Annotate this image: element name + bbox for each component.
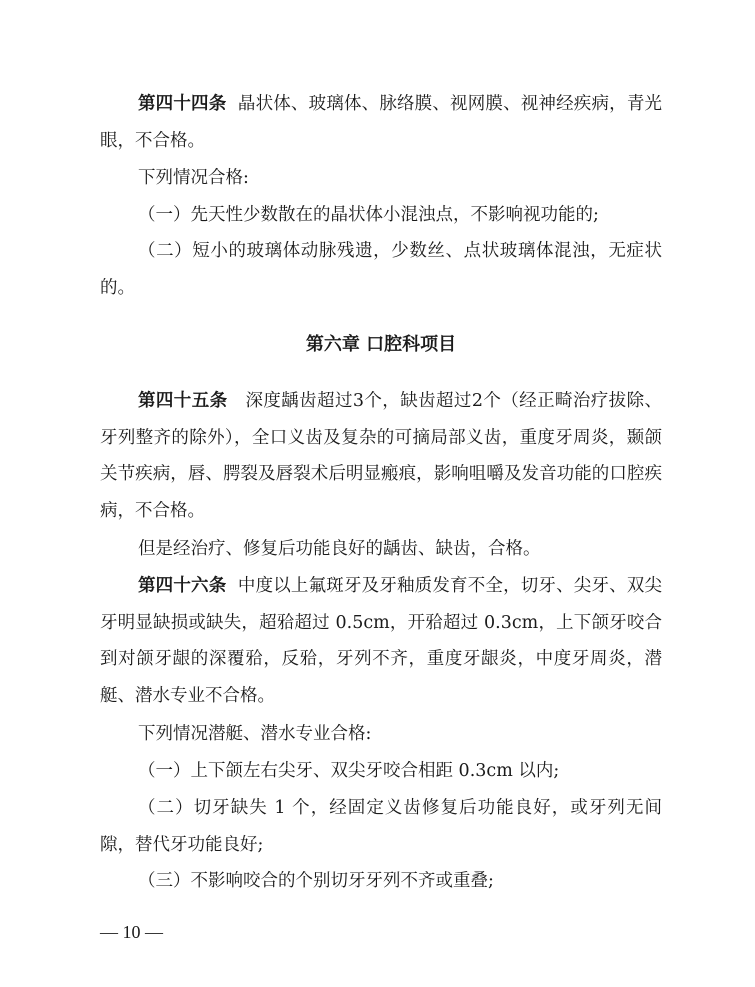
chapter-6-title: 第六章 口腔科项目: [305, 334, 457, 355]
article-45-exception: 但是经治疗、修复后功能良好的龋齿、缺齿，合格。: [138, 539, 541, 559]
article-44-text: 晶状体、玻璃体、脉络膜、视网膜、视神经疾病，青光眼，不合格。: [100, 94, 662, 151]
article-44-item-2: （二）短小的玻璃体动脉残遗，少数丝、点状玻璃体混浊，无症状的。: [100, 241, 662, 298]
article-44-item-1: （一）先天性少数散在的晶状体小混浊点，不影响视功能的;: [138, 205, 599, 225]
article-45-label: 第四十五条: [138, 391, 228, 411]
article-46-item-1: （一）上下颌左右尖牙、双尖牙咬合相距 0.3cm 以内;: [138, 761, 560, 781]
article-44-paragraph: [100, 86, 662, 159]
article-46-item-2: （二）切牙缺失 1 个，经固定义齿修复后功能良好，或牙列无间隙，替代牙功能良好;: [100, 798, 662, 855]
article-44-qualified-heading: 下列情况合格:: [138, 168, 249, 188]
page-number: — 10 —: [100, 922, 163, 942]
article-46-qualified-heading: 下列情况潜艇、潜水专业合格:: [138, 724, 372, 744]
article-46-text: 中度以上氟斑牙及牙釉质发育不全，切牙、尖牙、双尖牙明显缺损或缺失，超𬌗超过 0.5cm，开𬌗超过 0.3cm，上下颌牙咬合到对颌牙龈的深覆𬌗，反𬌗，牙列不齐，重度牙龈炎，中度牙周炎，潜艇、潜水专业不合格。: [100, 576, 662, 706]
article-46-label: 第四十六条: [138, 576, 227, 596]
article-45-paragraph: [100, 383, 662, 529]
article-45-text: 深度龋齿超过3个，缺齿超过2个（经正畸治疗拔除、牙列整齐的除外），全口义齿及复杂的可摘局部义齿，重度牙周炎，颞颌关节疾病，唇、腭裂及唇裂术后明显瘢痕，影响咀嚼及发音功能的口腔疾病，不合格。: [100, 391, 662, 521]
article-44-label: 第四十四条: [138, 94, 227, 114]
article-46-item-3: （三）不影响咬合的个别切牙牙列不齐或重叠;: [138, 871, 494, 891]
article-46-paragraph: [100, 568, 662, 714]
